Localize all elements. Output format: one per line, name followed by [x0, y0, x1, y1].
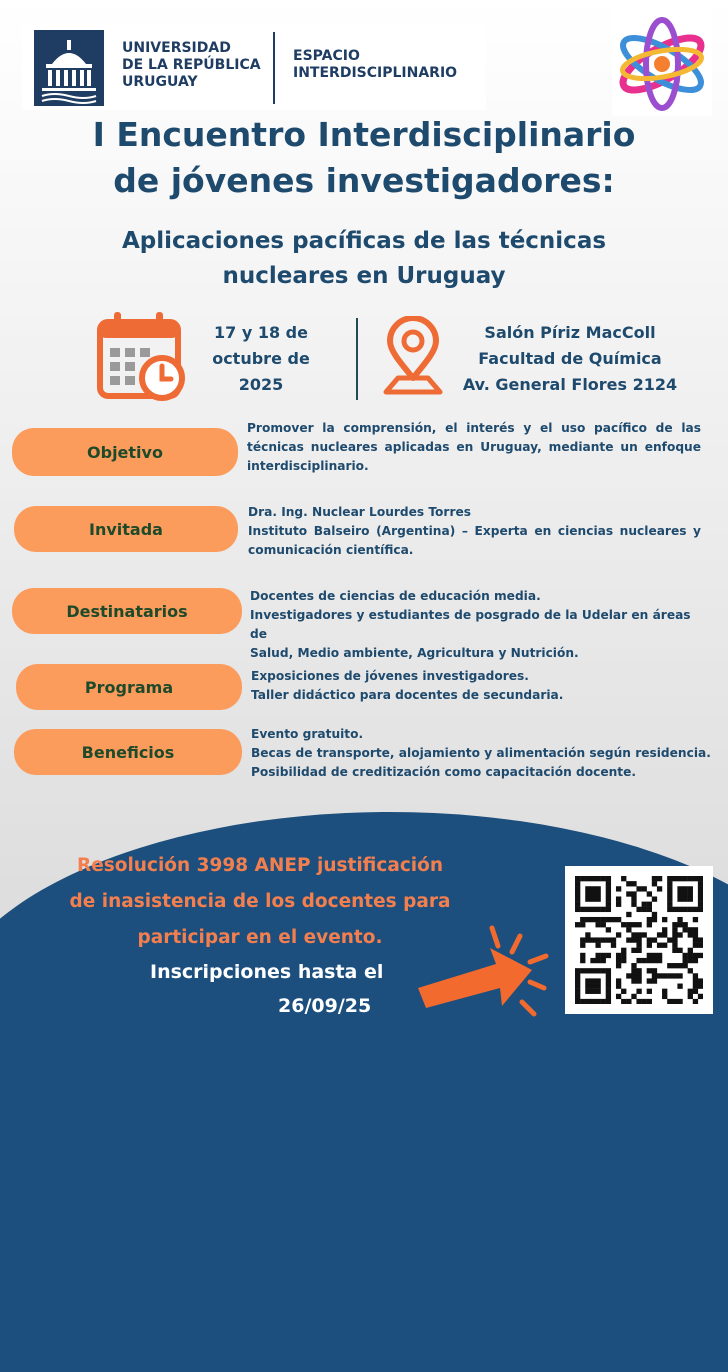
destinatarios-text	[250, 587, 710, 663]
calendar-clock-icon	[96, 310, 188, 402]
beneficios-pill: Beneficios	[14, 729, 242, 775]
date-line: 17 y 18 de	[214, 323, 308, 342]
resolucion-line: participar en el evento.	[137, 927, 383, 948]
university-line: DE LA REPÚBLICA	[122, 57, 261, 73]
objetivo-line: técnicas nucleares aplicadas en Uruguay, mediante un enfoque	[247, 440, 701, 454]
inscripciones-label: Inscripciones hasta el	[150, 961, 384, 983]
date-line: octubre de	[212, 349, 310, 368]
university-line: UNIVERSIDAD	[122, 40, 231, 56]
date-line: 2025	[238, 375, 284, 394]
espacio-name	[293, 48, 457, 82]
title-line: de jóvenes investigadores:	[113, 161, 615, 200]
destinatarios-line: Docentes de ciencias de educación media.	[250, 589, 541, 603]
objetivo-line: Promover la comprensión, el interés y el uso pacífico de las	[247, 421, 701, 435]
programa-line: Taller didáctico para docentes de secundaria.	[251, 688, 564, 702]
venue-line: Facultad de Química	[478, 349, 662, 368]
invitada-line: Dra. Ing. Nuclear Lourdes Torres	[248, 505, 471, 519]
beneficios-line: Posibilidad de creditización como capacitación docente.	[251, 765, 637, 779]
location-pin-icon	[380, 316, 446, 398]
venue-line: Salón Píriz MacColl	[484, 323, 656, 342]
atom-logo-icon	[614, 14, 710, 114]
venue-line: Av. General Flores 2124	[462, 375, 678, 394]
university-seal-icon	[34, 30, 104, 106]
invitada-pill: Invitada	[14, 506, 238, 552]
resolucion-line: de inasistencia de los docentes para	[69, 891, 451, 912]
programa-line: Exposiciones de jóvenes investigadores.	[251, 669, 529, 683]
title-line: I Encuentro Interdisciplinario	[92, 115, 636, 154]
destinatarios-pill: Destinatarios	[12, 588, 242, 634]
beneficios-text	[251, 725, 711, 782]
destinatarios-line: Investigadores y estudiantes de posgrado de la Udelar en áreas de	[250, 608, 691, 641]
subtitle-line: nucleares en Uruguay	[222, 263, 506, 289]
objetivo-pill: Objetivo	[12, 428, 238, 476]
qr-code-icon[interactable]	[575, 876, 703, 1004]
arrow-icon	[404, 918, 560, 1022]
event-title	[0, 112, 728, 204]
resolucion-line: Resolución 3998 ANEP justificación	[76, 855, 444, 876]
event-venue	[452, 320, 688, 398]
beneficios-line: Evento gratuito.	[251, 727, 364, 741]
subtitle-line: Aplicaciones pacíficas de las técnicas	[121, 228, 607, 254]
inscripciones-date: 26/09/25	[278, 995, 372, 1017]
university-line: URUGUAY	[122, 74, 198, 90]
logo-divider	[273, 32, 275, 104]
programa-pill: Programa	[16, 664, 242, 710]
invitada-line: comunicación científica.	[248, 543, 414, 557]
objetivo-line: interdisciplinario.	[247, 459, 369, 473]
espacio-line: INTERDISCIPLINARIO	[293, 65, 458, 81]
university-name	[122, 40, 261, 91]
espacio-line: ESPACIO	[293, 48, 360, 64]
destinatarios-line: Salud, Medio ambiente, Agricultura y Nutrición.	[250, 646, 579, 660]
event-date	[196, 320, 326, 398]
invitada-text	[248, 503, 701, 560]
info-divider	[356, 318, 358, 400]
programa-text	[251, 667, 711, 705]
beneficios-line: Becas de transporte, alojamiento y alimentación según residencia.	[251, 746, 711, 760]
event-subtitle	[0, 224, 728, 294]
invitada-line: Instituto Balseiro (Argentina) – Experta en ciencias nucleares y	[248, 524, 701, 538]
objetivo-text	[247, 419, 701, 476]
